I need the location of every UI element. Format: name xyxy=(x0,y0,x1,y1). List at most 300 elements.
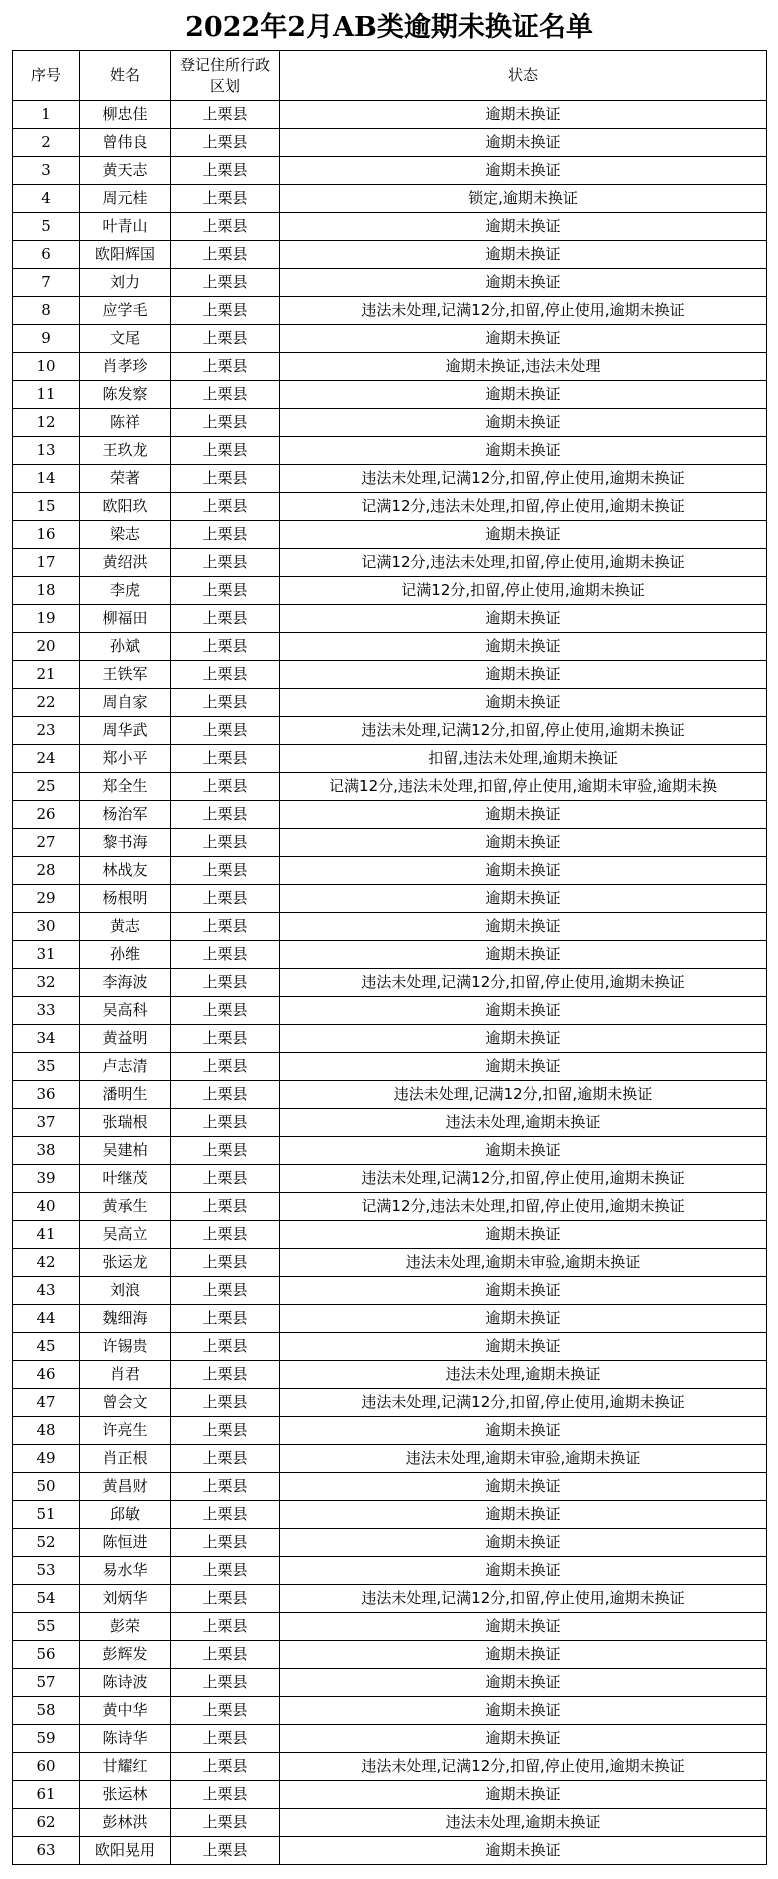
row-status: 逾期未换证 xyxy=(280,1501,767,1529)
row-name: 张瑞根 xyxy=(80,1109,171,1137)
row-name: 黄承生 xyxy=(80,1193,171,1221)
table-row xyxy=(13,101,767,129)
row-no: 61 xyxy=(13,1781,80,1809)
row-name: 欧阳辉国 xyxy=(80,241,171,269)
row-status: 锁定,逾期未换证 xyxy=(280,185,767,213)
row-status: 逾期未换证 xyxy=(280,1305,767,1333)
row-region: 上栗县 xyxy=(171,241,280,269)
table-row xyxy=(13,801,767,829)
row-status: 逾期未换证 xyxy=(280,409,767,437)
row-no: 29 xyxy=(13,885,80,913)
row-no: 39 xyxy=(13,1165,80,1193)
row-name: 王玖龙 xyxy=(80,437,171,465)
row-no: 18 xyxy=(13,577,80,605)
row-no: 36 xyxy=(13,1081,80,1109)
row-name: 易水华 xyxy=(80,1557,171,1585)
row-status: 违法未处理,记满12分,扣留,停止使用,逾期未换证 xyxy=(280,297,767,325)
row-no: 22 xyxy=(13,689,80,717)
row-name: 应学毛 xyxy=(80,297,171,325)
row-no: 3 xyxy=(13,157,80,185)
row-region: 上栗县 xyxy=(171,1053,280,1081)
row-name: 杨治军 xyxy=(80,801,171,829)
row-region: 上栗县 xyxy=(171,1837,280,1865)
row-region: 上栗县 xyxy=(171,1333,280,1361)
table-row xyxy=(13,269,767,297)
row-status: 逾期未换证 xyxy=(280,857,767,885)
row-no: 30 xyxy=(13,913,80,941)
table-row xyxy=(13,157,767,185)
row-region: 上栗县 xyxy=(171,1165,280,1193)
table-row xyxy=(13,1221,767,1249)
row-status: 违法未处理,记满12分,扣留,停止使用,逾期未换证 xyxy=(280,1585,767,1613)
table-row xyxy=(13,185,767,213)
row-no: 15 xyxy=(13,493,80,521)
row-status: 违法未处理,逾期未审验,逾期未换证 xyxy=(280,1249,767,1277)
row-no: 28 xyxy=(13,857,80,885)
row-region: 上栗县 xyxy=(171,941,280,969)
row-name: 刘浪 xyxy=(80,1277,171,1305)
table-row xyxy=(13,1165,767,1193)
row-region: 上栗县 xyxy=(171,1725,280,1753)
row-name: 黄绍洪 xyxy=(80,549,171,577)
table-row xyxy=(13,1137,767,1165)
row-name: 李海波 xyxy=(80,969,171,997)
table-row xyxy=(13,353,767,381)
table-row xyxy=(13,689,767,717)
row-status: 逾期未换证 xyxy=(280,1697,767,1725)
row-region: 上栗县 xyxy=(171,857,280,885)
row-region: 上栗县 xyxy=(171,185,280,213)
row-no: 42 xyxy=(13,1249,80,1277)
row-name: 许锡贵 xyxy=(80,1333,171,1361)
row-region: 上栗县 xyxy=(171,1417,280,1445)
row-no: 47 xyxy=(13,1389,80,1417)
row-status: 违法未处理,记满12分,扣留,停止使用,逾期未换证 xyxy=(280,465,767,493)
row-name: 叶青山 xyxy=(80,213,171,241)
row-region: 上栗县 xyxy=(171,1249,280,1277)
row-status: 逾期未换证 xyxy=(280,213,767,241)
row-region: 上栗县 xyxy=(171,1445,280,1473)
row-no: 1 xyxy=(13,101,80,129)
row-name: 柳福田 xyxy=(80,605,171,633)
row-status: 逾期未换证 xyxy=(280,605,767,633)
row-status: 违法未处理,逾期未换证 xyxy=(280,1361,767,1389)
row-status: 记满12分,违法未处理,扣留,停止使用,逾期未换证 xyxy=(280,1193,767,1221)
row-region: 上栗县 xyxy=(171,465,280,493)
row-name: 孙斌 xyxy=(80,633,171,661)
row-status: 逾期未换证 xyxy=(280,1725,767,1753)
table-row xyxy=(13,577,767,605)
row-status: 违法未处理,记满12分,扣留,停止使用,逾期未换证 xyxy=(280,1753,767,1781)
row-status: 违法未处理,记满12分,扣留,停止使用,逾期未换证 xyxy=(280,717,767,745)
row-no: 53 xyxy=(13,1557,80,1585)
row-name: 肖孝珍 xyxy=(80,353,171,381)
row-name: 陈恒进 xyxy=(80,1529,171,1557)
row-region: 上栗县 xyxy=(171,829,280,857)
row-region: 上栗县 xyxy=(171,997,280,1025)
row-name: 李虎 xyxy=(80,577,171,605)
table-row xyxy=(13,1025,767,1053)
row-status: 逾期未换证 xyxy=(280,801,767,829)
table-row xyxy=(13,1501,767,1529)
row-name: 彭林洪 xyxy=(80,1809,171,1837)
row-region: 上栗县 xyxy=(171,745,280,773)
row-no: 33 xyxy=(13,997,80,1025)
row-status: 记满12分,违法未处理,扣留,停止使用,逾期未换证 xyxy=(280,493,767,521)
table-row xyxy=(13,661,767,689)
row-region: 上栗县 xyxy=(171,1529,280,1557)
row-name: 卢志清 xyxy=(80,1053,171,1081)
row-name: 陈诗华 xyxy=(80,1725,171,1753)
row-region: 上栗县 xyxy=(171,1669,280,1697)
row-no: 8 xyxy=(13,297,80,325)
table-row xyxy=(13,1305,767,1333)
row-name: 吴高立 xyxy=(80,1221,171,1249)
row-name: 杨根明 xyxy=(80,885,171,913)
table-row xyxy=(13,297,767,325)
row-name: 黄益明 xyxy=(80,1025,171,1053)
row-status: 违法未处理,逾期未换证 xyxy=(280,1809,767,1837)
row-region: 上栗县 xyxy=(171,1697,280,1725)
row-region: 上栗县 xyxy=(171,885,280,913)
row-name: 许亮生 xyxy=(80,1417,171,1445)
row-region: 上栗县 xyxy=(171,1753,280,1781)
row-region: 上栗县 xyxy=(171,1221,280,1249)
row-status: 逾期未换证 xyxy=(280,1473,767,1501)
row-status: 记满12分,扣留,停止使用,逾期未换证 xyxy=(280,577,767,605)
row-no: 14 xyxy=(13,465,80,493)
table-row xyxy=(13,381,767,409)
row-status: 逾期未换证 xyxy=(280,997,767,1025)
table-row xyxy=(13,997,767,1025)
row-status: 违法未处理,记满12分,扣留,逾期未换证 xyxy=(280,1081,767,1109)
row-region: 上栗县 xyxy=(171,1585,280,1613)
row-status: 记满12分,违法未处理,扣留,停止使用,逾期未换证 xyxy=(280,549,767,577)
header-name: 姓名 xyxy=(80,51,171,101)
row-region: 上栗县 xyxy=(171,1641,280,1669)
row-no: 54 xyxy=(13,1585,80,1613)
row-no: 57 xyxy=(13,1669,80,1697)
row-status: 逾期未换证 xyxy=(280,661,767,689)
table-row xyxy=(13,1725,767,1753)
row-name: 肖正根 xyxy=(80,1445,171,1473)
row-name: 欧阳玖 xyxy=(80,493,171,521)
row-name: 刘力 xyxy=(80,269,171,297)
table-row xyxy=(13,1529,767,1557)
row-status: 逾期未换证 xyxy=(280,381,767,409)
row-status: 逾期未换证 xyxy=(280,633,767,661)
row-region: 上栗县 xyxy=(171,521,280,549)
overdue-license-table xyxy=(12,50,767,1865)
row-region: 上栗县 xyxy=(171,1781,280,1809)
row-name: 黄天志 xyxy=(80,157,171,185)
row-name: 孙维 xyxy=(80,941,171,969)
row-region: 上栗县 xyxy=(171,549,280,577)
table-header-row xyxy=(13,51,767,101)
row-status: 逾期未换证 xyxy=(280,913,767,941)
row-no: 27 xyxy=(13,829,80,857)
row-no: 44 xyxy=(13,1305,80,1333)
row-status: 逾期未换证 xyxy=(280,941,767,969)
row-name: 彭辉发 xyxy=(80,1641,171,1669)
table-row xyxy=(13,773,767,801)
table-row xyxy=(13,1053,767,1081)
row-status: 逾期未换证 xyxy=(280,1025,767,1053)
row-region: 上栗县 xyxy=(171,773,280,801)
row-region: 上栗县 xyxy=(171,1389,280,1417)
table-row xyxy=(13,1109,767,1137)
row-region: 上栗县 xyxy=(171,101,280,129)
row-no: 41 xyxy=(13,1221,80,1249)
row-no: 50 xyxy=(13,1473,80,1501)
row-region: 上栗县 xyxy=(171,801,280,829)
row-name: 欧阳晃用 xyxy=(80,1837,171,1865)
row-no: 38 xyxy=(13,1137,80,1165)
row-status: 逾期未换证 xyxy=(280,1837,767,1865)
row-region: 上栗县 xyxy=(171,493,280,521)
row-region: 上栗县 xyxy=(171,1361,280,1389)
row-region: 上栗县 xyxy=(171,1613,280,1641)
row-status: 逾期未换证 xyxy=(280,1417,767,1445)
row-status: 逾期未换证 xyxy=(280,325,767,353)
row-no: 16 xyxy=(13,521,80,549)
table-row xyxy=(13,521,767,549)
table-row xyxy=(13,1781,767,1809)
table-row xyxy=(13,1809,767,1837)
table-row xyxy=(13,1473,767,1501)
row-no: 58 xyxy=(13,1697,80,1725)
row-region: 上栗县 xyxy=(171,605,280,633)
row-name: 周元桂 xyxy=(80,185,171,213)
table-row xyxy=(13,913,767,941)
table-row xyxy=(13,857,767,885)
row-no: 6 xyxy=(13,241,80,269)
table-row xyxy=(13,1389,767,1417)
row-name: 陈祥 xyxy=(80,409,171,437)
row-name: 黎书海 xyxy=(80,829,171,857)
row-status: 违法未处理,记满12分,扣留,停止使用,逾期未换证 xyxy=(280,1389,767,1417)
row-region: 上栗县 xyxy=(171,913,280,941)
row-no: 34 xyxy=(13,1025,80,1053)
row-no: 20 xyxy=(13,633,80,661)
row-no: 32 xyxy=(13,969,80,997)
table-row xyxy=(13,129,767,157)
row-no: 7 xyxy=(13,269,80,297)
row-no: 37 xyxy=(13,1109,80,1137)
row-region: 上栗县 xyxy=(171,689,280,717)
row-name: 邱敏 xyxy=(80,1501,171,1529)
row-no: 5 xyxy=(13,213,80,241)
row-region: 上栗县 xyxy=(171,269,280,297)
table-row xyxy=(13,969,767,997)
row-name: 周华武 xyxy=(80,717,171,745)
row-region: 上栗县 xyxy=(171,325,280,353)
row-status: 逾期未换证 xyxy=(280,1333,767,1361)
table-row xyxy=(13,1361,767,1389)
row-no: 46 xyxy=(13,1361,80,1389)
row-name: 文尾 xyxy=(80,325,171,353)
row-region: 上栗县 xyxy=(171,1193,280,1221)
row-no: 56 xyxy=(13,1641,80,1669)
row-no: 13 xyxy=(13,437,80,465)
row-region: 上栗县 xyxy=(171,437,280,465)
row-status: 违法未处理,逾期未换证 xyxy=(280,1109,767,1137)
row-status: 逾期未换证 xyxy=(280,1613,767,1641)
row-status: 扣留,违法未处理,逾期未换证 xyxy=(280,745,767,773)
row-no: 23 xyxy=(13,717,80,745)
row-name: 叶继茂 xyxy=(80,1165,171,1193)
row-name: 魏细海 xyxy=(80,1305,171,1333)
row-name: 曾伟良 xyxy=(80,129,171,157)
row-name: 陈诗波 xyxy=(80,1669,171,1697)
table-row xyxy=(13,493,767,521)
row-region: 上栗县 xyxy=(171,409,280,437)
row-status: 逾期未换证 xyxy=(280,1641,767,1669)
row-no: 43 xyxy=(13,1277,80,1305)
row-no: 45 xyxy=(13,1333,80,1361)
row-no: 19 xyxy=(13,605,80,633)
row-no: 31 xyxy=(13,941,80,969)
header-no: 序号 xyxy=(13,51,80,101)
row-name: 梁志 xyxy=(80,521,171,549)
row-region: 上栗县 xyxy=(171,1557,280,1585)
row-region: 上栗县 xyxy=(171,661,280,689)
row-name: 黄中华 xyxy=(80,1697,171,1725)
table-row xyxy=(13,829,767,857)
row-no: 52 xyxy=(13,1529,80,1557)
row-status: 逾期未换证 xyxy=(280,1137,767,1165)
table-row xyxy=(13,1641,767,1669)
row-region: 上栗县 xyxy=(171,1501,280,1529)
row-status: 逾期未换证 xyxy=(280,1557,767,1585)
table-row xyxy=(13,241,767,269)
row-status: 逾期未换证 xyxy=(280,829,767,857)
row-region: 上栗县 xyxy=(171,213,280,241)
row-no: 59 xyxy=(13,1725,80,1753)
row-status: 逾期未换证 xyxy=(280,1053,767,1081)
row-no: 12 xyxy=(13,409,80,437)
row-status: 逾期未换证 xyxy=(280,689,767,717)
table-row xyxy=(13,1557,767,1585)
row-region: 上栗县 xyxy=(171,1109,280,1137)
row-name: 郑全生 xyxy=(80,773,171,801)
row-name: 吴建柏 xyxy=(80,1137,171,1165)
table-row xyxy=(13,1081,767,1109)
table-row xyxy=(13,941,767,969)
table-row xyxy=(13,1249,767,1277)
table-row xyxy=(13,1417,767,1445)
row-region: 上栗县 xyxy=(171,1473,280,1501)
row-status: 逾期未换证 xyxy=(280,1529,767,1557)
table-row xyxy=(13,1613,767,1641)
row-no: 49 xyxy=(13,1445,80,1473)
row-status: 逾期未换证 xyxy=(280,521,767,549)
row-no: 48 xyxy=(13,1417,80,1445)
row-name: 荣著 xyxy=(80,465,171,493)
table-row xyxy=(13,1585,767,1613)
row-status: 逾期未换证 xyxy=(280,157,767,185)
row-no: 62 xyxy=(13,1809,80,1837)
row-status: 逾期未换证 xyxy=(280,1669,767,1697)
row-no: 26 xyxy=(13,801,80,829)
row-no: 40 xyxy=(13,1193,80,1221)
table-row xyxy=(13,1697,767,1725)
table-row xyxy=(13,409,767,437)
table-row xyxy=(13,605,767,633)
row-name: 曾会文 xyxy=(80,1389,171,1417)
row-name: 黄昌财 xyxy=(80,1473,171,1501)
row-region: 上栗县 xyxy=(171,1025,280,1053)
table-row xyxy=(13,465,767,493)
row-name: 张运林 xyxy=(80,1781,171,1809)
row-status: 逾期未换证 xyxy=(280,437,767,465)
table-row xyxy=(13,549,767,577)
row-name: 林战友 xyxy=(80,857,171,885)
row-name: 张运龙 xyxy=(80,1249,171,1277)
row-no: 10 xyxy=(13,353,80,381)
row-region: 上栗县 xyxy=(171,297,280,325)
row-no: 2 xyxy=(13,129,80,157)
row-status: 逾期未换证 xyxy=(280,129,767,157)
row-name: 黄志 xyxy=(80,913,171,941)
table-row xyxy=(13,745,767,773)
row-region: 上栗县 xyxy=(171,1137,280,1165)
row-no: 51 xyxy=(13,1501,80,1529)
page-title: 2022年2月AB类逾期未换证名单 xyxy=(185,12,593,43)
row-status: 逾期未换证 xyxy=(280,101,767,129)
row-status: 逾期未换证 xyxy=(280,269,767,297)
row-name: 彭荣 xyxy=(80,1613,171,1641)
table-body xyxy=(13,101,767,1865)
row-region: 上栗县 xyxy=(171,633,280,661)
row-name: 潘明生 xyxy=(80,1081,171,1109)
table-row xyxy=(13,437,767,465)
row-no: 35 xyxy=(13,1053,80,1081)
row-no: 25 xyxy=(13,773,80,801)
row-status: 记满12分,违法未处理,扣留,停止使用,逾期未审验,逾期未换 xyxy=(280,773,767,801)
row-name: 吴高科 xyxy=(80,997,171,1025)
header-region: 登记住所行政区划 xyxy=(171,51,280,101)
row-region: 上栗县 xyxy=(171,1277,280,1305)
row-no: 17 xyxy=(13,549,80,577)
row-status: 违法未处理,逾期未审验,逾期未换证 xyxy=(280,1445,767,1473)
row-name: 周自家 xyxy=(80,689,171,717)
row-status: 违法未处理,记满12分,扣留,停止使用,逾期未换证 xyxy=(280,1165,767,1193)
table-row xyxy=(13,1753,767,1781)
row-name: 陈发察 xyxy=(80,381,171,409)
table-row xyxy=(13,1333,767,1361)
row-status: 逾期未换证,违法未处理 xyxy=(280,353,767,381)
row-name: 甘耀红 xyxy=(80,1753,171,1781)
row-region: 上栗县 xyxy=(171,1081,280,1109)
row-name: 郑小平 xyxy=(80,745,171,773)
row-status: 逾期未换证 xyxy=(280,1221,767,1249)
table-row xyxy=(13,1837,767,1865)
row-region: 上栗县 xyxy=(171,969,280,997)
row-region: 上栗县 xyxy=(171,1305,280,1333)
row-status: 逾期未换证 xyxy=(280,885,767,913)
table-row xyxy=(13,633,767,661)
table-row xyxy=(13,325,767,353)
row-status: 逾期未换证 xyxy=(280,1781,767,1809)
table-row xyxy=(13,885,767,913)
table-row xyxy=(13,1445,767,1473)
row-no: 11 xyxy=(13,381,80,409)
table-row xyxy=(13,1193,767,1221)
row-region: 上栗县 xyxy=(171,129,280,157)
row-status: 违法未处理,记满12分,扣留,停止使用,逾期未换证 xyxy=(280,969,767,997)
row-name: 柳忠佳 xyxy=(80,101,171,129)
